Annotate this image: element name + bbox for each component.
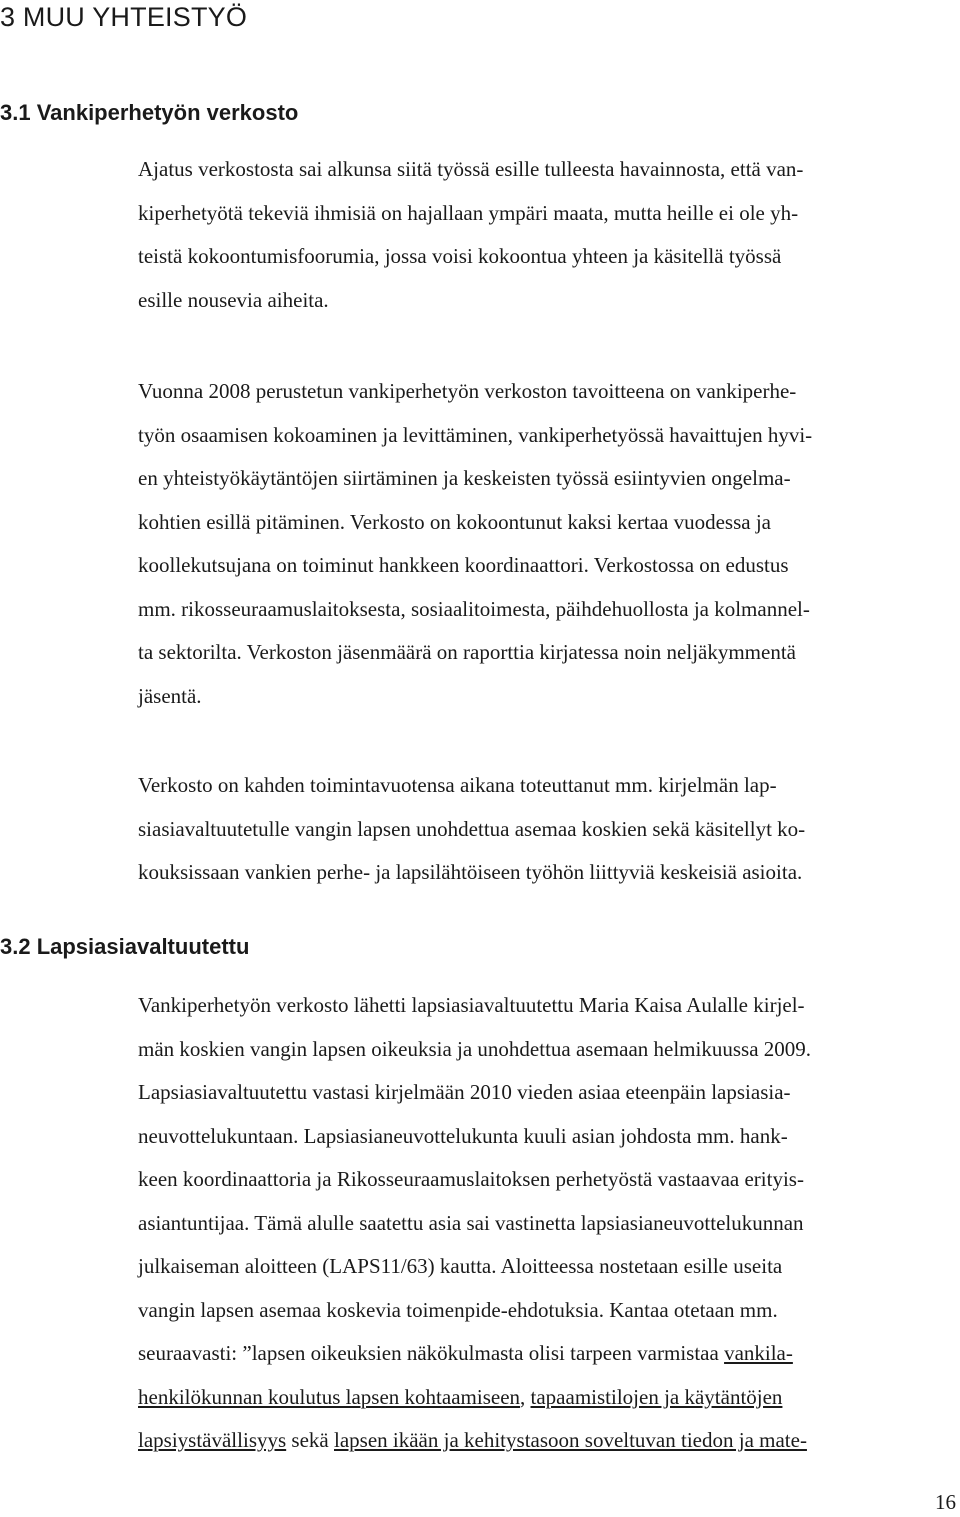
underlined-text: lapsiystävällisyys <box>138 1428 287 1452</box>
text-line: esille nousevia aiheita. <box>138 287 329 312</box>
text-line: keen koordinaattoria ja Rikosseuraamuslaitoksen perhetyöstä vastaavaa erityis- <box>138 1167 804 1191</box>
paragraph-ombudsman <box>138 984 948 1463</box>
text-line: julkaiseman aloitteen (LAPS11/63) kautta. Aloitteessa nostetaan esille useita <box>138 1254 783 1278</box>
text-line: asiantuntijaa. Tämä alulle saatettu asia sai vastinetta lapsiasianeuvottelukunnan <box>138 1210 804 1235</box>
text-line: neuvottelukuntaan. Lapsiasianeuvottelukunta kuuli asian johdosta mm. hank- <box>138 1123 788 1148</box>
text-line: Vankiperhetyön verkosto lähetti lapsiasiavaltuutettu Maria Kaisa Aulalle kirjel- <box>138 993 805 1017</box>
text-line: koollekutsujana on toiminut hankkeen koordinaattori. Verkostossa on edustus <box>138 553 789 577</box>
underlined-text: henkilökunnan koulutus lapsen kohtaamiseen <box>138 1384 521 1409</box>
text-line: mm. rikosseuraamuslaitoksesta, sosiaalitoimesta, päihdehuollosta ja kolmannel- <box>138 596 810 621</box>
text-line: Ajatus verkostosta sai alkunsa siitä työssä esille tulleesta havainnosta, että van- <box>138 157 804 181</box>
paragraph-activities <box>138 764 948 895</box>
underlined-text: lapsen ikään ja kehitystasoon soveltuvan tiedon ja mate- <box>334 1428 807 1452</box>
text-line: vangin lapsen asemaa koskevia toimenpide-ehdotuksia. Kantaa otetaan mm. <box>138 1297 778 1322</box>
page-number: 16 <box>935 1490 956 1514</box>
text-line: jäsentä. <box>138 683 202 708</box>
text-fragment: sekä <box>286 1428 334 1452</box>
text-line: Vuonna 2008 perustetun vankiperhetyön verkoston tavoitteena on vankiperhe- <box>138 379 797 403</box>
text-line: siasiavaltuutetulle vangin lapsen unohdettua asemaa koskien sekä käsitellyt ko- <box>138 816 806 841</box>
text-line: ta sektorilta. Verkoston jäsenmäärä on raporttia kirjatessa noin neljäkymmentä <box>138 640 796 664</box>
text-line: teistä kokoontumisfoorumia, jossa voisi kokoontua yhteen ja käsitellä työssä <box>138 244 782 268</box>
text-line: kohtien esillä pitäminen. Verkosto on kokoontunut kaksi kertaa vuodessa ja <box>138 509 771 534</box>
text-line: män koskien vangin lapsen oikeuksia ja unohdettua asemaan helmikuussa 2009. <box>138 1036 812 1061</box>
text-line: en yhteistyökäytäntöjen siirtäminen ja keskeisten työssä esiintyvien ongelma- <box>138 466 791 490</box>
text-line <box>138 1419 948 1463</box>
text-line <box>138 1332 948 1376</box>
section-heading-lapsiasiavaltuutettu: 3.2 Lapsiasiavaltuutettu <box>0 934 250 959</box>
text-fragment: , <box>520 1384 531 1409</box>
text-line: Lapsiasiavaltuutettu vastasi kirjelmään 2010 vieden asiaa eteenpäin lapsiasia- <box>138 1080 791 1104</box>
paragraph-idea <box>138 148 948 322</box>
text-fragment: seuraavasti: ”lapsen oikeuksien näkökulmasta olisi tarpeen varmistaa <box>138 1341 725 1365</box>
chapter-heading: 3 MUU YHTEISTYÖ <box>0 2 248 32</box>
text-line: kouksissaan vankien perhe- ja lapsilähtöiseen työhön liittyviä keskeisiä asioita. <box>138 860 803 884</box>
text-line: työn osaamisen kokoaminen ja levittäminen, vankiperhetyössä havaittujen hyvi- <box>138 422 813 447</box>
text-line: kiperhetyötä tekeviä ihmisiä on hajallaan ympäri maata, mutta heille ei ole yh- <box>138 200 799 225</box>
underlined-text: tapaamistilojen ja käytäntöjen <box>530 1384 783 1409</box>
underlined-text: vankila- <box>724 1341 793 1365</box>
text-line <box>138 1376 948 1420</box>
text-line: Verkosto on kahden toimintavuotensa aikana toteuttanut mm. kirjelmän lap- <box>138 773 777 797</box>
section-heading-verkosto: 3.1 Vankiperhetyön verkosto <box>0 100 299 125</box>
paragraph-network <box>138 370 948 718</box>
